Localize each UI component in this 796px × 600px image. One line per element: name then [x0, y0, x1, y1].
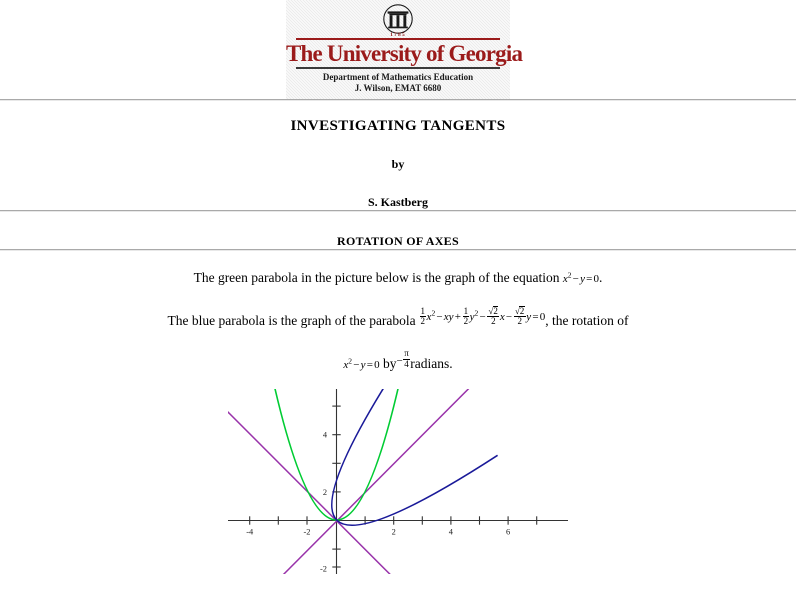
arch-year-label: 1785 — [390, 32, 406, 38]
xtick-2: 2 — [391, 527, 396, 537]
axis-tick-labels — [246, 430, 510, 573]
university-name: The University of Georgia — [286, 41, 523, 66]
paragraph-3-tail: radians. — [410, 355, 453, 371]
plot-axes — [228, 389, 568, 574]
author-name: S. Kastberg — [368, 195, 428, 209]
xtick-4: 4 — [448, 527, 453, 537]
uga-logo-block — [286, 0, 523, 99]
angle-minus-pi-over-four: − π 4 — [396, 348, 409, 369]
equation-rotated-conic: 1 2 x2−xy+ 1 2 y2− √2 2 x− √2 2 y=0 — [420, 305, 546, 327]
page-title: INVESTIGATING TANGENTS — [290, 118, 506, 134]
paragraph-3-by: by — [382, 355, 397, 371]
logo-divider-top — [296, 38, 500, 40]
horizontal-rule-bottom — [0, 249, 796, 251]
graph-region — [0, 389, 796, 574]
header-logo-region — [0, 0, 796, 99]
logo-divider-bottom — [296, 67, 500, 69]
coordinate-plot — [228, 389, 568, 574]
purple-line-negative-slope — [228, 389, 473, 574]
paragraph-2-tail: , the rotation of — [545, 313, 629, 328]
department-line-1: Department of Mathematics Education — [322, 72, 474, 82]
paragraph-2-text: The blue parabola is the graph of the parabola — [167, 313, 416, 328]
section-title: ROTATION OF AXES — [337, 234, 459, 248]
equation-x2-minus-y-inline: $x^2-y=0$ — [562, 270, 600, 285]
ytick-2: 2 — [322, 487, 327, 497]
blue-rotated-parabola-curve — [289, 389, 498, 568]
paragraph-1-text: The green parabola in the picture below is the graph of the equation — [193, 270, 560, 285]
xtick-6: 6 — [506, 527, 511, 537]
uga-arch-icon — [286, 4, 510, 38]
xtick-minus4: -4 — [246, 527, 254, 537]
paragraph-rotation-angle — [0, 348, 796, 375]
by-label: by — [391, 157, 405, 171]
equation-x2-minus-y-inline-2: $x^2-y=0$ — [343, 355, 380, 371]
horizontal-rule-top — [0, 99, 796, 101]
ytick-minus2: -2 — [320, 564, 327, 574]
paragraph-green-parabola — [0, 269, 796, 288]
xtick-minus2: -2 — [303, 527, 311, 537]
ytick-4: 4 — [322, 430, 327, 440]
paragraph-1-period: . — [599, 270, 603, 285]
horizontal-rule-middle — [0, 210, 796, 212]
paragraph-blue-parabola — [0, 305, 796, 333]
department-line-2: J. Wilson, EMAT 6680 — [354, 83, 442, 93]
